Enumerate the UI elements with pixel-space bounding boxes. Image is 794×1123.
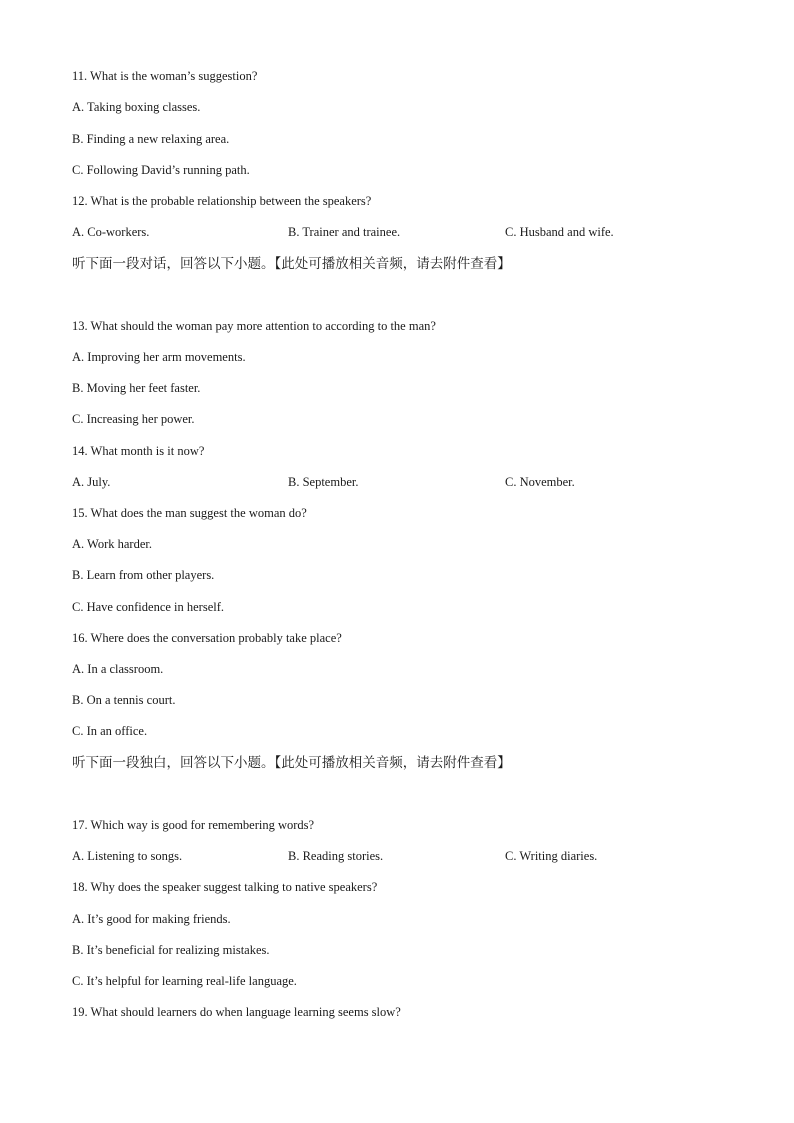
question-17-option-b: B. Reading stories. (288, 849, 384, 863)
question-19: 19. What should learners do when language learning seems slow? (72, 1005, 401, 1019)
question-16-option-a: A. In a classroom. (72, 662, 164, 676)
question-12: 12. What is the probable relationship between the speakers? (72, 194, 372, 208)
question-16: 16. Where does the conversation probably take place? (72, 631, 342, 645)
question-18: 18. Why does the speaker suggest talking to native speakers? (72, 880, 378, 894)
listening-instruction-monologue: 听下面一段独白，回答以下小题。【此处可播放相关音频，请去附件查看】 (72, 755, 511, 771)
question-17-option-a: A. Listening to songs. (72, 849, 183, 863)
question-13-option-a: A. Improving her arm movements. (72, 350, 246, 364)
question-16-option-b: B. On a tennis court. (72, 693, 176, 707)
question-15-option-a: A. Work harder. (72, 537, 152, 551)
question-18-option-c: C. It’s helpful for learning real-life language. (72, 974, 297, 988)
question-13-option-b: B. Moving her feet faster. (72, 381, 201, 395)
question-15: 15. What does the man suggest the woman do? (72, 506, 307, 520)
question-14-option-c: C. November. (505, 475, 575, 489)
question-18-option-a: A. It’s good for making friends. (72, 912, 231, 926)
question-18-option-b: B. It’s beneficial for realizing mistakes. (72, 943, 270, 957)
question-12-option-a: A. Co-workers. (72, 225, 150, 239)
question-14: 14. What month is it now? (72, 444, 205, 458)
question-15-option-c: C. Have confidence in herself. (72, 600, 225, 614)
question-13: 13. What should the woman pay more attention to according to the man? (72, 319, 436, 333)
question-14-option-a: A. July. (72, 475, 111, 489)
question-11-option-b: B. Finding a new relaxing area. (72, 132, 230, 146)
question-16-option-c: C. In an office. (72, 724, 148, 738)
question-15-option-b: B. Learn from other players. (72, 568, 215, 582)
question-17-option-c: C. Writing diaries. (505, 849, 598, 863)
question-14-option-b: B. September. (288, 475, 359, 489)
question-12-option-b: B. Trainer and trainee. (288, 225, 401, 239)
question-11-option-a: A. Taking boxing classes. (72, 100, 201, 114)
question-11-option-c: C. Following David’s running path. (72, 163, 250, 177)
question-12-option-c: C. Husband and wife. (505, 225, 614, 239)
listening-instruction-dialogue: 听下面一段对话，回答以下小题。【此处可播放相关音频，请去附件查看】 (72, 256, 511, 272)
question-13-option-c: C. Increasing her power. (72, 412, 195, 426)
question-11: 11. What is the woman’s suggestion? (72, 69, 258, 83)
question-17: 17. Which way is good for remembering words? (72, 818, 315, 832)
